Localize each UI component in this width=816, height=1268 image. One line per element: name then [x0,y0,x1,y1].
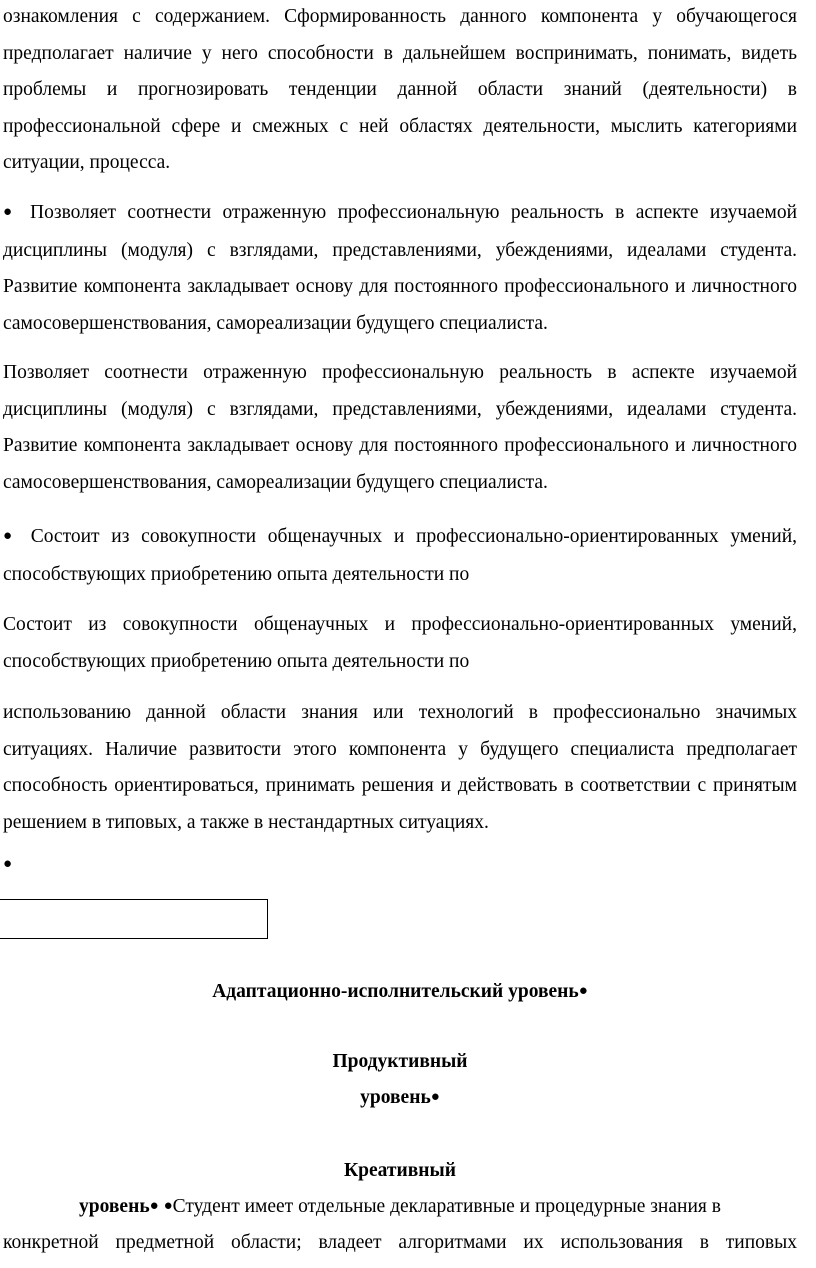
heading-creative-level-word: уровень [79,1196,150,1217]
empty-table-cell [0,899,268,939]
creative-level-line [0,1189,800,1226]
paragraph-consists-of: Состоит из совокупности общенаучных и профессионально-ориентированных умений, способствующих приобретению опыта деятельности по [3,614,797,672]
heading-creative-level: Креативный [344,1160,456,1181]
heading-productive-level: Продуктивный [332,1051,468,1072]
heading-adaptive-level: Адаптационно-исполнительский уровень● [212,981,588,1002]
bullet-icon: ● [3,204,19,220]
bullet-icon: ● [430,1089,440,1105]
student-description-text: Студент имеет отдельные декларативные и процедурные знания в [172,1196,721,1217]
paragraph-student-description: конкретной предметной области; владеет алгоритмами их использования в типовых [3,1232,797,1253]
bullet-icon: ● [163,1198,173,1214]
bullet-icon: ● [578,983,588,999]
paragraph-bullet-consists-of: ● Состоит из совокупности общенаучных и профессионально-ориентированных умений, способствующих приобретению опыта деятельности по [3,526,798,585]
bullet-icon: ● [3,528,19,544]
paragraph-usage: использованию данной области знания или технологий в профессионально значимых ситуациях. Наличие развитости этого компонента у будущего специалиста предполагает способность ориентироваться, принимать решения и действовать в соответствии с принятым решением в типовых, а также в нестандартных ситуациях. [3,702,797,833]
heading-productive-level-word: уровень● [360,1087,440,1108]
bullet-icon: ● [3,856,13,872]
paragraph-bullet-reflects-reality: ● Позволяет соотнести отраженную профессиональную реальность в аспекте изучаемой дисциплины (модуля) с взглядами, представлениями, убеждениями, идеалами студента. Развитие компонента закладывает основу для постоянного профессионального и личностного самосовершенствования, самореализации будущего специалиста. [3,202,798,334]
bullet-icon: ● [149,1198,159,1214]
paragraph-familiarization: ознакомления с содержанием. Сформированность данного компонента у обучающегося предполагает наличие у него способности в дальнейшем воспринимать, понимать, видеть проблемы и прогнозировать тенденции данной области знаний (деятельности) в профессиональной сфере и смежных с ней областях деятельности, мыслить категориями ситуации, процесса. [3,6,797,173]
paragraph-reflects-reality: Позволяет соотнести отраженную профессиональную реальность в аспекте изучаемой дисциплины (модуля) с взглядами, представлениями, убеждениями, идеалами студента. Развитие компонента закладывает основу для постоянного профессионального и личностного самосовершенствования, самореализации будущего специалиста. [3,362,797,493]
